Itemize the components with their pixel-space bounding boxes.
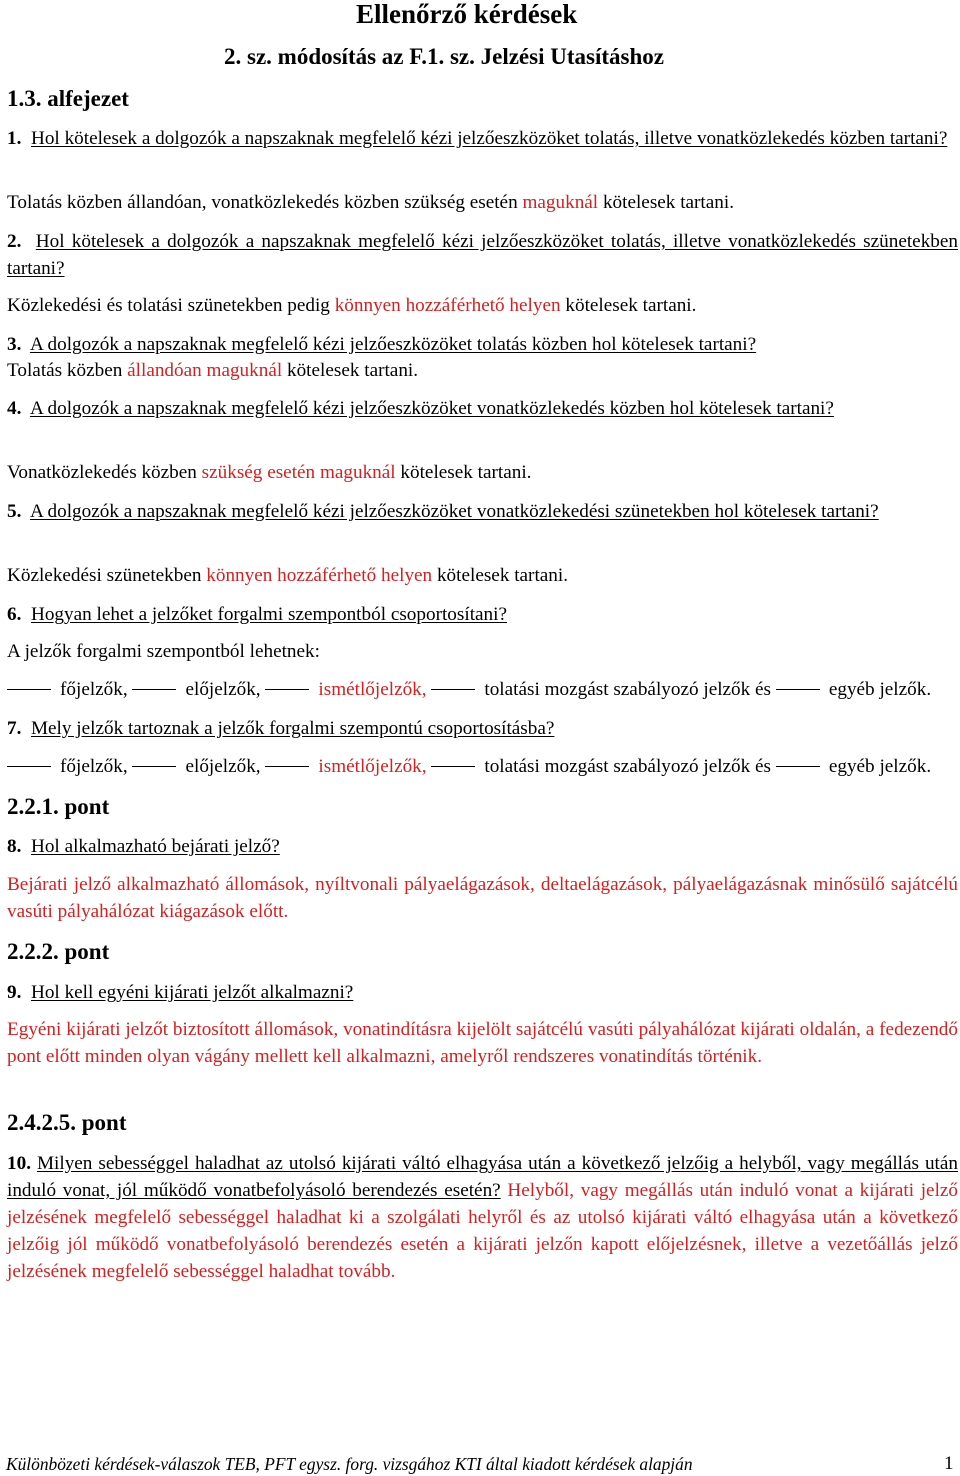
question-number: 6. xyxy=(7,604,22,625)
question-text: A dolgozók a napszaknak megfelelő kézi jelzőeszközöket vonatközlekedési szünetekben hol kötelesek tartani? xyxy=(29,501,879,522)
question-4 xyxy=(7,395,958,422)
question-1 xyxy=(7,125,958,152)
question-8 xyxy=(7,833,958,860)
dash-icon xyxy=(776,689,820,690)
question-number: 9. xyxy=(7,982,22,1003)
answer-9: Egyéni kijárati jelzőt biztosított állomások, vonatindításra kijelölt sajátcélú vasúti pályahálózat kijárati oldalán, a fedezendő pont előtt minden olyan vágány mellett kell alkalmazni, amelyről rendszeres vonatindítás történik. xyxy=(7,1019,958,1067)
page-title: Ellenőrző kérdések xyxy=(356,0,578,29)
question-number: 8. xyxy=(7,836,22,857)
answer-3: Tolatás közben állandóan maguknál kötelesek tartani. xyxy=(7,360,419,381)
answer-5: Közlekedési szünetekben könnyen hozzáférhető helyen kötelesek tartani. xyxy=(7,565,569,586)
footer-text: Különbözeti kérdések-válaszok TEB, PFT egysz. forg. vizsgához KTI által kiadott kérdések alapján xyxy=(6,1454,693,1474)
answer-6-intro: A jelzők forgalmi szempontból lehetnek: xyxy=(7,641,320,662)
question-7 xyxy=(7,715,958,742)
dash-icon xyxy=(265,766,309,767)
answer-8: Bejárati jelző alkalmazható állomások, nyíltvonali pályaelágazások, deltaelágazások, pályaelágazásnak minősülő sajátcélú vasúti pályahálózat kiágazások előtt. xyxy=(7,874,958,922)
dash-icon xyxy=(431,689,475,690)
section-heading: 2.2.2. pont xyxy=(7,939,110,964)
page-number: 1 xyxy=(944,1453,954,1474)
answer-2: Közlekedési és tolatási szünetekben pedig könnyen hozzáférhető helyen kötelesek tartani. xyxy=(7,295,697,316)
question-text: A dolgozók a napszaknak megfelelő kézi jelzőeszközöket vonatközlekedés közben hol kötelesek tartani? xyxy=(29,398,834,419)
dash-icon xyxy=(7,689,51,690)
question-3 xyxy=(7,331,958,358)
question-text: Hol kötelesek a dolgozók a napszaknak megfelelő kézi jelzőeszközöket tolatás, illetve vonatközlekedés közben tartani? xyxy=(30,128,948,149)
dash-icon xyxy=(132,766,176,767)
answer-4: Vonatközlekedés közben szükség esetén maguknál kötelesek tartani. xyxy=(7,462,532,483)
dash-icon xyxy=(132,689,176,690)
question-number: 1. xyxy=(7,128,22,149)
chapter-heading: 1.3. alfejezet xyxy=(7,86,129,111)
page-subtitle: 2. sz. módosítás az F.1. sz. Jelzési Utasításhoz xyxy=(224,44,664,69)
signal-list-6: főjelzők, előjelzők, ismétlőjelzők, tolatási mozgást szabályozó jelzők és egyéb jelzők. xyxy=(7,676,958,703)
question-9 xyxy=(7,979,958,1006)
section-heading: 2.2.1. pont xyxy=(7,794,110,819)
question-6 xyxy=(7,601,958,628)
question-text: Hol kötelesek a dolgozók a napszaknak megfelelő kézi jelzőeszközöket tolatás, illetve vonatközlekedés szünetekben tartani? xyxy=(7,231,958,279)
dash-icon xyxy=(431,766,475,767)
answer-10: Helyből, vagy megállás után induló vonat a kijárati jelző jelzésének megfelelő sebességgel haladhat ki a szolgálati helyről és az utolsó kijárati váltó elhagyása után a következő jelzőig jól működő vonatbefolyásoló berendezés esetén a kijárati jelzőn kapott előjelzésnek, illetve a vezetőállás jelző jelzésének megfelelő sebességgel haladhat tovább. xyxy=(7,1180,959,1282)
question-number: 10. xyxy=(7,1153,31,1174)
question-text: Hogyan lehet a jelzőket forgalmi szempontból csoportosítani? xyxy=(30,604,507,625)
question-text: A dolgozók a napszaknak megfelelő kézi jelzőeszközöket tolatás közben hol kötelesek tartani? xyxy=(29,334,757,355)
dash-icon xyxy=(265,689,309,690)
question-number: 4. xyxy=(7,398,22,419)
question-number: 5. xyxy=(7,501,22,522)
question-number: 7. xyxy=(7,718,22,739)
question-2 xyxy=(7,228,958,282)
answer-1: Tolatás közben állandóan, vonatközlekedés közben szükség esetén maguknál kötelesek tartani. xyxy=(7,192,734,213)
question-text: Mely jelzők tartoznak a jelzők forgalmi szempontú csoportosításba? xyxy=(30,718,555,739)
section-heading: 2.4.2.5. pont xyxy=(7,1110,127,1135)
dash-icon xyxy=(7,766,51,767)
question-number: 2. xyxy=(7,231,22,252)
question-number: 3. xyxy=(7,334,22,355)
dash-icon xyxy=(776,766,820,767)
question-text: Hol alkalmazható bejárati jelző? xyxy=(30,836,280,857)
question-5 xyxy=(7,498,958,525)
question-text: Hol kell egyéni kijárati jelzőt alkalmazni? xyxy=(30,982,354,1003)
question-text: Milyen sebességgel haladhat az utolsó kijárati váltó elhagyása után a következő jelzőig a helyből, vagy megállás után induló vonat, jól működő vonatbefolyásoló berendezés esetén? xyxy=(7,1153,959,1201)
question-10 xyxy=(7,1150,958,1285)
signal-list-7: főjelzők, előjelzők, ismétlőjelzők, tolatási mozgást szabályozó jelzők és egyéb jelzők. xyxy=(7,753,958,780)
